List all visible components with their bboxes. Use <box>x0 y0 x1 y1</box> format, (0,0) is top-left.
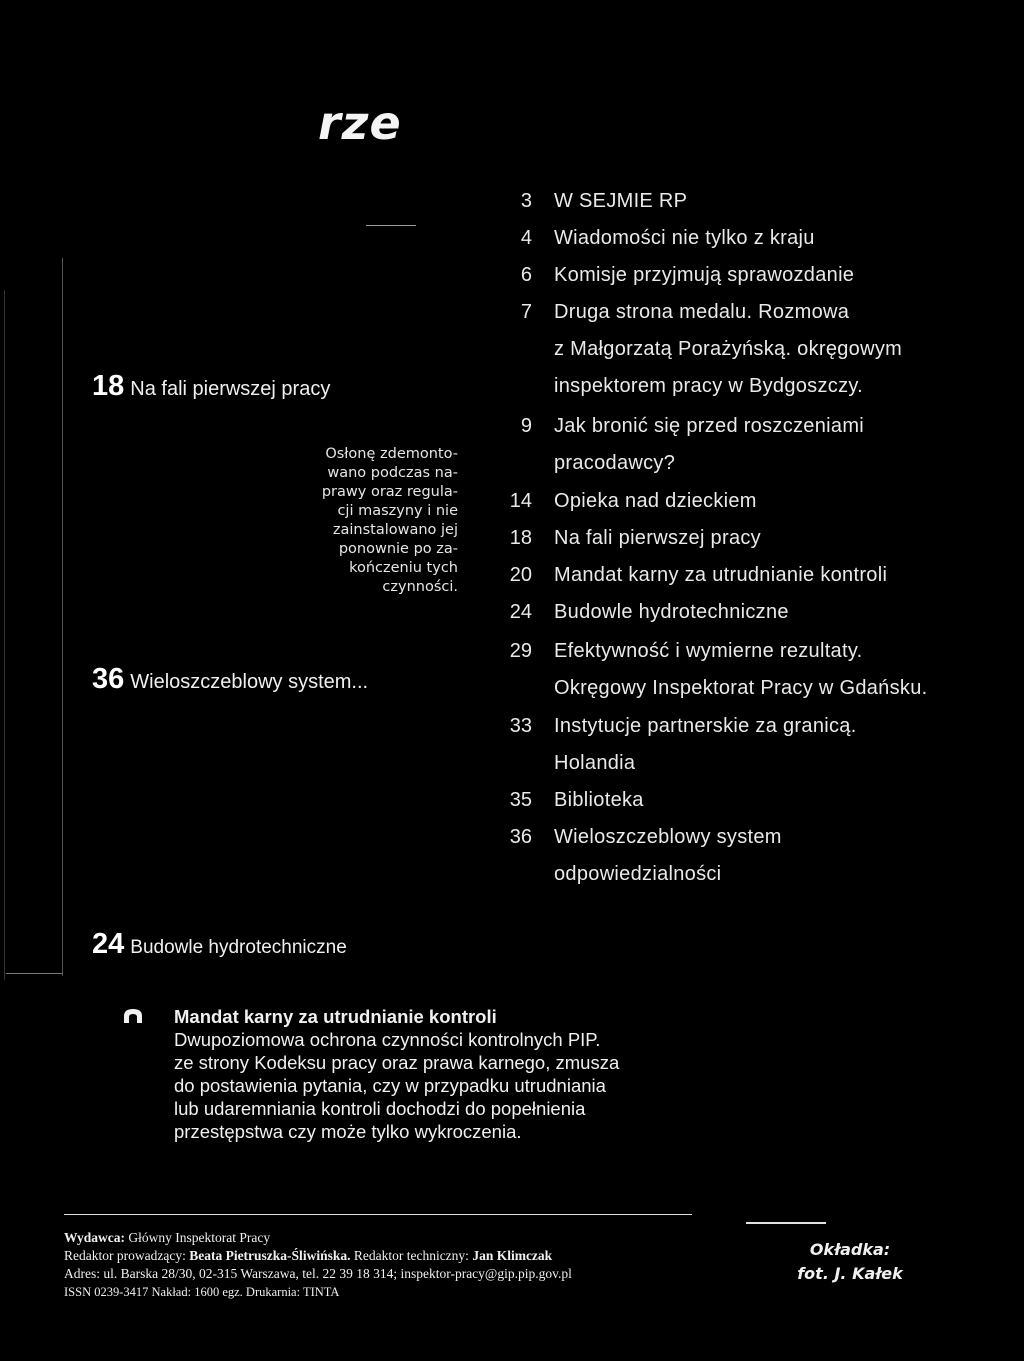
toc-entry[interactable] <box>492 789 1012 827</box>
publisher: Główny Inspektorat Pracy <box>128 1230 271 1245</box>
toc-title-line: odpowiedzialności <box>554 863 722 885</box>
toc-title-line: Na fali pierwszej pracy <box>554 527 761 549</box>
editor-line <box>64 1247 692 1265</box>
article-body-line: przestępstwa czy może tylko wykroczenia. <box>174 1121 522 1142</box>
toc-page-number: 33 <box>509 715 532 737</box>
toc-page-number: 24 <box>509 601 532 623</box>
publisher-line <box>64 1229 692 1247</box>
toc-title-line: z Małgorzatą Porażyńską. okręgowym <box>554 338 903 360</box>
toc-entry[interactable] <box>492 601 1012 639</box>
editor-label: Redaktor prowadzący: <box>64 1248 186 1263</box>
caption-line: czynności. <box>382 579 458 595</box>
toc-title-line: Opieka nad dzieckiem <box>554 490 757 512</box>
toc-entry[interactable] <box>492 527 1012 565</box>
tech-editor-label: Redaktor techniczny: <box>353 1248 469 1263</box>
editor-name: Beata Pietruszka-Śliwińska. <box>189 1248 351 1263</box>
toc-title-line: Jak bronić się przed roszczeniami <box>554 415 865 437</box>
toc-title-line: Wiadomości nie tylko z kraju <box>554 227 815 249</box>
toc-entry[interactable] <box>492 301 1012 397</box>
toc-page-number: 36 <box>509 826 532 848</box>
tech-editor-name: Jan Klimczak <box>472 1248 553 1263</box>
article-body-line: ze strony Kodeksu pracy oraz prawa karnego, zmusza <box>174 1052 620 1073</box>
toc-title-line: inspektorem pracy w Bydgoszczy. <box>554 375 864 397</box>
toc-entry[interactable] <box>492 564 1012 602</box>
toc-entry[interactable] <box>492 190 1012 228</box>
toc-title-line: Budowle hydrotechniczne <box>554 601 789 623</box>
toc-page-number: 4 <box>520 227 532 249</box>
toc-entry[interactable] <box>492 227 1012 265</box>
toc-entry[interactable] <box>492 490 1012 528</box>
cover-credit <box>770 1238 930 1286</box>
colophon <box>64 1214 692 1301</box>
feature-title: Wieloszczeblowy system... <box>130 671 369 693</box>
cover-label: Okładka: <box>809 1240 891 1259</box>
toc-title-line: W SEJMIE RP <box>554 190 688 212</box>
toc-page-number: 20 <box>509 564 532 586</box>
toc-page-number: 14 <box>509 490 532 512</box>
edge-line <box>4 290 5 980</box>
caption-line: Osłonę zdemonto- <box>325 446 458 462</box>
caption-line: prawy oraz regula- <box>321 484 458 500</box>
toc-title-line: Komisje przyjmują sprawozdanie <box>554 264 855 286</box>
publisher-label: Wydawca: <box>64 1230 125 1245</box>
toc-title-line: Biblioteka <box>554 789 644 811</box>
toc-page-number: 6 <box>520 264 532 286</box>
feature-title: Na fali pierwszej pracy <box>130 378 331 400</box>
toc-entry[interactable] <box>492 640 1012 699</box>
toc-page-number: 35 <box>509 789 532 811</box>
feature-page-number: 24 <box>92 928 125 960</box>
article-teaser[interactable] <box>174 1005 734 1143</box>
toc-page-number: 3 <box>520 190 532 212</box>
toc-title-line: Instytucje partnerskie za granicą. <box>554 715 857 737</box>
decorative-rule <box>366 225 416 226</box>
article-body-line: do postawienia pytania, czy w przypadku utrudniania <box>174 1075 606 1096</box>
feature-page-number: 18 <box>92 370 125 402</box>
corner-rule <box>6 973 62 974</box>
article-body-line: Dwupoziomowa ochrona czynności kontrolnych PIP. <box>174 1029 601 1050</box>
caption-line: wano podczas na- <box>327 465 458 481</box>
article-body-line: lub udaremniania kontroli dochodzi do popełnienia <box>174 1098 586 1119</box>
toc-page-number: 9 <box>520 415 532 437</box>
toc-title-line: pracodawcy? <box>554 452 676 474</box>
caption-line: kończeniu tych <box>349 560 458 576</box>
feature-36[interactable] <box>92 663 368 696</box>
address-line: Adres: ul. Barska 28/30, 02-315 Warszawa, tel. 22 39 18 314; inspektor-pracy@gip.pip.gov.pl <box>64 1266 572 1281</box>
toc-page-number: 29 <box>509 640 532 662</box>
caption-line: cji maszyny i nie <box>337 503 458 519</box>
toc-title-line: Okręgowy Inspektorat Pracy w Gdańsku. <box>554 677 928 699</box>
caption-line: ponownie po za- <box>338 541 458 557</box>
toc-title-line: Mandat karny za utrudnianie kontroli <box>554 564 888 586</box>
article-title: Mandat karny za utrudnianie kontroli <box>174 1006 497 1027</box>
masthead-fragment: rze <box>318 96 402 150</box>
feature-title: Budowle hydrotechniczne <box>130 937 347 958</box>
toc-entry[interactable] <box>492 715 1012 774</box>
toc-title-line: Efektywność i wymierne rezultaty. <box>554 640 863 662</box>
feature-24[interactable] <box>92 928 347 961</box>
issn-line: ISSN 0239-3417 Nakład: 1600 egz. Drukarnia: TINTA <box>64 1285 340 1299</box>
toc-title-line: Wieloszczeblowy system <box>554 826 782 848</box>
feature-18[interactable] <box>92 370 330 403</box>
toc-title-line: Druga strona medalu. Rozmowa <box>554 301 850 323</box>
toc-entry[interactable] <box>492 264 1012 302</box>
cover-photographer: fot. J. Kałek <box>797 1264 903 1283</box>
cover-rule <box>746 1222 826 1224</box>
toc-page-number: 18 <box>509 527 532 549</box>
toc-page-number: 7 <box>520 301 532 323</box>
left-margin-line <box>62 258 63 976</box>
arch-icon <box>122 1007 144 1023</box>
toc-entry[interactable] <box>492 826 1012 885</box>
toc-title-line: Holandia <box>554 752 636 774</box>
toc-entry[interactable] <box>492 415 1012 474</box>
feature-page-number: 36 <box>92 663 125 695</box>
photo-caption <box>270 445 458 597</box>
caption-line: zainstalowano jej <box>332 522 458 538</box>
